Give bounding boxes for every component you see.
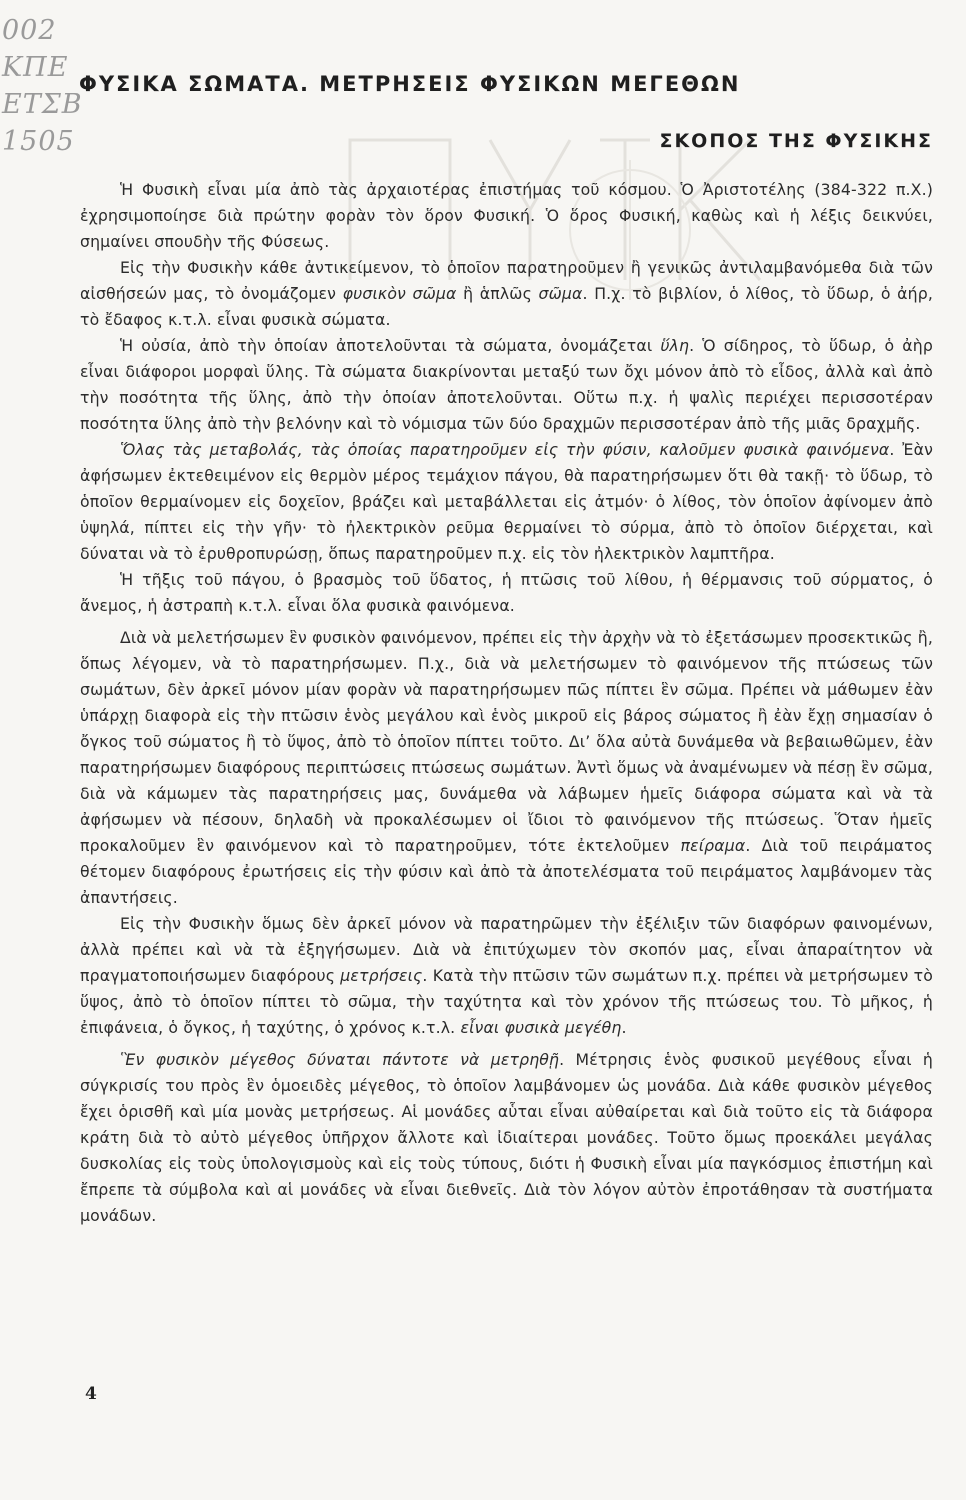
paragraph-text: Διὰ νὰ μελετήσωμεν ἓν φυσικὸν φαινόμενον, πρέπει εἰς τὴν ἀρχὴν νὰ τὸ ἐξετάσωμεν προσεκτικῶς ἢ, ὅπως λέγομεν, νὰ τὸ παρατηρήσωμεν. Π.χ., διὰ νὰ μελετήσωμεν τὸ φαινόμενον τῆς πτώσεως τῶν σωμάτων, δὲν ἀρκεῖ μόνον μίαν φορὰν νὰ παρατηρήσωμεν πῶς πίπτει ἓν σῶμα. Πρέπει νὰ μάθωμεν ἐὰν ὑπάρχῃ διαφορὰ εἰς τὴν πτῶσιν ἑνὸς μεγάλου καὶ ἑνὸς μικροῦ εἰς βάρος σώματος ἢ ἐὰν ἔχῃ σημασίαν ὁ ὄγκος τοῦ σώματος ἢ τὸ ὕψος, ἀπὸ τὸ ὁποῖον πίπτει τοῦτο. Δι’ ὅλα αὐτὰ δυνάμεθα νὰ βεβαιωθῶμεν, ἐὰν παρατηρήσωμεν διαφόρους περιπτώσεις πτώσεως σωμάτων. Ἀντὶ ὅμως νὰ ἀναμένωμεν νὰ πέσῃ ἓν σῶμα, διὰ νὰ κάμωμεν τὰς παρατηρήσεις μας, δυνάμεθα νὰ λάβωμεν ἡμεῖς διάφορα σώματα καὶ νὰ τὰ ἀφήσωμεν νὰ πέσουν, δηλαδὴ νὰ προκαλέσωμεν οἱ ἴδιοι τὸ φαινόμενον τῆς πτώσεως. Ὅταν ἡμεῖς προκαλοῦμεν ἓν φαινόμενον καὶ τὸ παρατηροῦμεν, τότε ἐκτελοῦμεν xyxy=(80,628,933,855)
emphasis-term: Ἓν φυσικὸν μέγεθος δύναται πάντοτε νὰ μετρηθῇ xyxy=(120,1050,560,1069)
paragraph-text: . Κατὰ τὴν πτῶσιν τῶν σωμάτων π.χ. πρέπει νὰ μετρήσωμεν τὸ ὕψος, ἀπὸ τὸ ὁποῖον πίπτει τὸ σῶμα, τὴν ταχύτητα καὶ τὸν χρόνον τῆς πτώσεως του. Τὸ μῆκος, ἡ ἐπιφάνεια, ὁ ὄγκος, ἡ ταχύτης, ὁ χρόνος κ.τ.λ. xyxy=(80,966,933,1037)
paragraph-text: . Π.χ. τὸ βιβλίον, ὁ λίθος, τὸ ὕδωρ, ὁ ἀήρ, τὸ ἔδαφος κ.τ.λ. εἶναι φυσικὰ σώματα. xyxy=(80,284,933,329)
paragraph-text: Εἰς τὴν Φυσικὴν κάθε ἀντικείμενον, τὸ ὁποῖον παρατηροῦμεν ἢ γενικῶς ἀντιλαμβανόμεθα διὰ τῶν αἰσθήσεών μας, τὸ ὀνομάζομεν xyxy=(80,258,933,303)
page-number: 4 xyxy=(85,1384,97,1404)
emphasis-term: πείραμα xyxy=(680,836,746,855)
chapter-title: ΦΥΣΙΚΑ ΣΩΜΑΤΑ. ΜΕΤΡΗΣΕΙΣ ΦΥΣΙΚΩΝ ΜΕΓΕΘΩΝ xyxy=(79,72,741,96)
paragraph-text: . xyxy=(621,1018,627,1037)
emphasis-term: φυσικὸν σῶμα xyxy=(342,284,457,303)
paragraph xyxy=(80,911,933,1041)
handwritten-line: 1505 xyxy=(2,126,75,157)
emphasis-term: Ὅλας τὰς μεταβολάς, τὰς ὁποίας παρατηροῦμεν εἰς τὴν φύσιν, καλοῦμεν φυσικὰ φαινόμενα xyxy=(120,440,890,459)
paragraph xyxy=(80,567,933,619)
paragraph-text: . Διὰ τοῦ πειράματος θέτομεν διαφόρους ἐρωτήσεις εἰς τὴν φύσιν καὶ ἀπὸ τὰ ἀποτελέσματα τοῦ πειράματος λαμβάνομεν τὰς ἀπαντήσεις. xyxy=(80,836,933,907)
paragraph-text: ἢ ἁπλῶς xyxy=(456,284,539,303)
paragraph-text: . Ἐὰν ἀφήσωμεν ἐκτεθειμένον εἰς θερμὸν μέρος τεμάχιον πάγου, θὰ παρατηρήσωμεν ὅτι θὰ τακῇ· τὸ ὕδωρ, τὸ ὁποῖον θερμαίνομεν εἰς δοχεῖον, βράζει καὶ μεταβάλλεται εἰς ἀτμόν· ὁ λίθος, τὸν ὁποῖον ἀφίνομεν ἀπὸ ὑψηλά, πίπτει εἰς τὴν γῆν· τὸ ἠλεκτρικὸν ρεῦμα θερμαίνει τὸ σύρμα, ἀπὸ τὸ ὁποῖον διέρχεται, καὶ δύναται νὰ τὸ ἐρυθροπυρώσῃ, ὅπως παρατηροῦμεν π.χ. εἰς τὸν ἠλεκτρικὸν λαμπτῆρα. xyxy=(80,440,933,563)
paragraph xyxy=(80,1047,933,1229)
handwritten-catalog-note xyxy=(2,12,83,160)
handwritten-line: ΚΠΕ xyxy=(2,52,69,83)
handwritten-line: ΕΤΣΒ xyxy=(2,89,83,120)
section-title: ΣΚΟΠΟΣ ΤΗΣ ΦΥΣΙΚΗΣ xyxy=(659,130,933,152)
emphasis-term: ὕλη xyxy=(660,336,690,355)
paragraph xyxy=(80,625,933,911)
paragraph-text: Ἡ Φυσικὴ εἶναι μία ἀπὸ τὰς ἀρχαιοτέρας ἐπιστήμας τοῦ κόσμου. Ὁ Ἀριστοτέλης (384-322 π.Χ.) ἐχρησιμοποίησε διὰ πρώτην φορὰν τὸν ὅρον Φυσική. Ὁ ὅρος Φυσική, καθὼς καὶ ἡ λέξις δεικνύει, σημαίνει σπουδὴν τῆς Φύσεως. xyxy=(80,180,933,251)
body-text xyxy=(80,177,933,1229)
paragraph xyxy=(80,437,933,567)
emphasis-term: μετρήσεις xyxy=(340,966,423,985)
paragraph xyxy=(80,333,933,437)
paragraph-text: . Ὁ σίδηρος, τὸ ὕδωρ, ὁ ἀὴρ εἶναι διάφοροι μορφαὶ ὕλης. Τὰ σώματα διακρίνονται μεταξύ των ὄχι μόνον ἀπὸ τὸ εἶδος, ἀλλὰ καὶ ἀπὸ τὴν ποσότητα τῆς ὕλης, ἀπὸ τὴν ὁποίαν ἀποτελοῦνται. Οὕτω π.χ. ἡ ψαλὶς περιέχει περισσοτέραν ποσότητα ὕλης ἀπὸ τὴν βελόνην καὶ τὸ νόμισμα τῶν δύο δραχμῶν περισσοτέραν ἀπὸ τῆς μιᾶς δραχμῆς. xyxy=(80,336,933,433)
paragraph-text: . Μέτρησις ἑνὸς φυσικοῦ μεγέθους εἶναι ἡ σύγκρισίς του πρὸς ἓν ὁμοειδὲς μέγεθος, τὸ ὁποῖον λαμβάνομεν ὡς μονάδα. Διὰ κάθε φυσικὸν μέγεθος ἔχει ὁρισθῆ καὶ μία μονὰς μετρήσεως. Αἱ μονάδες αὗται εἶναι αὐθαίρεται καὶ διὰ τοῦτο εἰς τὰ διάφορα κράτη διὰ τὸ αὐτὸ μέγεθος ὑπῆρχον ἄλλοτε καὶ ἰδιαίτεραι μονάδες. Τοῦτο ὅμως προεκάλει μεγάλας δυσκολίας εἰς τοὺς ὑπολογισμοὺς καὶ εἰς τοὺς τύπους, διότι ἡ Φυσικὴ εἶναι μία παγκόσμιος ἐπιστήμη καὶ ἔπρεπε τὰ σύμβολα καὶ αἱ μονάδες νὰ εἶναι διεθνεῖς. Διὰ τὸν λόγον αὐτὸν ἐπροτάθησαν τὰ συστήματα μονάδων. xyxy=(80,1050,933,1225)
paragraph-text: Ἡ οὐσία, ἀπὸ τὴν ὁποίαν ἀποτελοῦνται τὰ σώματα, ὀνομάζεται xyxy=(120,336,661,355)
emphasis-term: σῶμα xyxy=(538,284,583,303)
paragraph-text: Ἡ τῆξις τοῦ πάγου, ὁ βρασμὸς τοῦ ὕδατος, ἡ πτῶσις τοῦ λίθου, ἡ θέρμανσις τοῦ σύρματος, ὁ ἄνεμος, ἡ ἀστραπὴ κ.τ.λ. εἶναι ὅλα φυσικὰ φαινόμενα. xyxy=(80,570,933,615)
emphasis-term: εἶναι φυσικὰ μεγέθη xyxy=(460,1018,622,1037)
paragraph xyxy=(80,255,933,333)
paragraph xyxy=(80,177,933,255)
handwritten-line: 002 xyxy=(2,15,57,46)
paragraph-text: Εἰς τὴν Φυσικὴν ὅμως δὲν ἀρκεῖ μόνον νὰ παρατηρῶμεν τὴν ἐξέλιξιν τῶν διαφόρων φαινομένων, ἀλλὰ πρέπει καὶ νὰ τὰ ἐξηγήσωμεν. Διὰ νὰ ἐπιτύχωμεν τὸν σκοπόν μας, εἶναι ἀπαραίτητον νὰ πραγματοποιήσωμεν διαφόρους xyxy=(80,914,933,985)
